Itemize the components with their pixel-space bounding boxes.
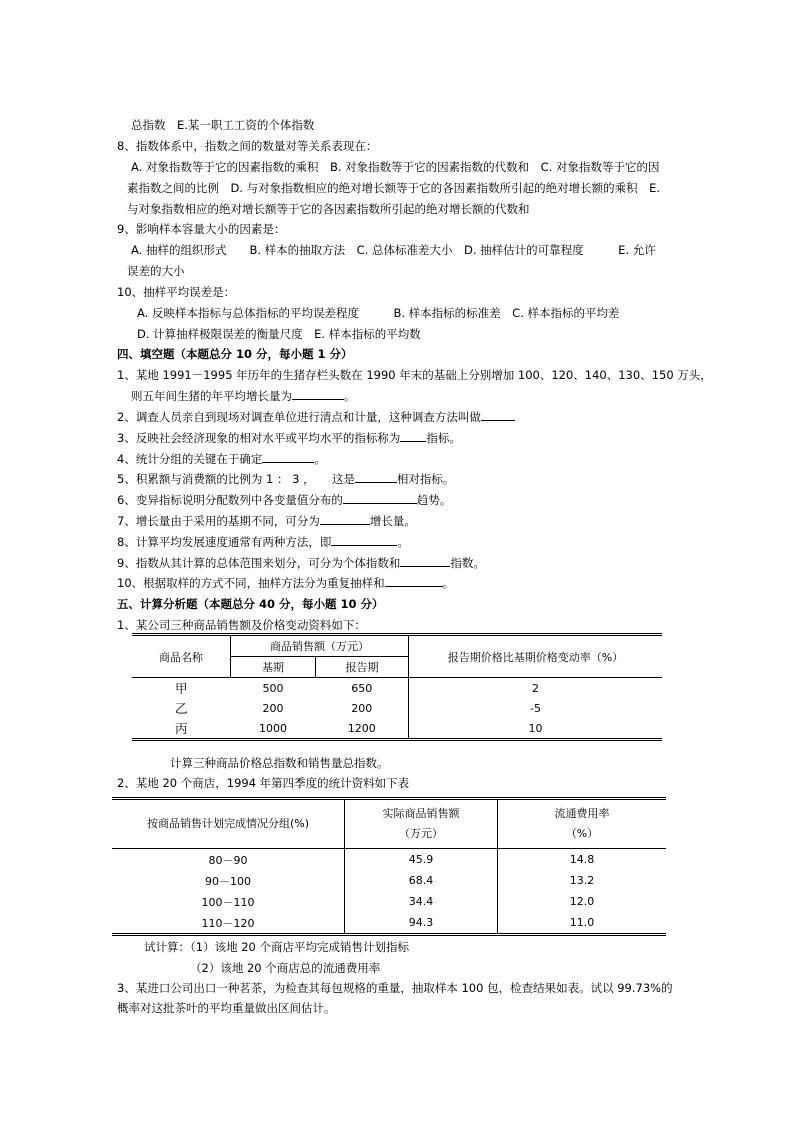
answer-blank <box>292 389 344 400</box>
table-cell: 110－120 <box>112 912 345 935</box>
table-cell: 34.4 <box>345 891 498 912</box>
text-line: 素指数之间的比例 D. 与对象指数相应的绝对增长额等于它的各因素指数所引起的绝对增长额的乘积 E. <box>127 181 661 195</box>
answer-blank <box>331 535 397 546</box>
table-cell: 2 <box>532 681 539 695</box>
answer-blank <box>481 410 515 421</box>
table-cell: 1200 <box>316 718 409 740</box>
text-line: D. 计算抽样极限误差的衡量尺度 E. 样本指标的平均数 <box>137 327 421 341</box>
fill-question-5: 5、积累额与消费额的比例为 1 ： 3 ， 这是 相对指标。 <box>117 472 455 486</box>
store-sales-table <box>112 797 666 936</box>
section-heading-5: 五、计算分析题（本题总分 40 分，每小题 10 分） <box>117 597 384 611</box>
table-row <box>112 870 666 891</box>
fill-question-4: 4、统计分组的关键在于确定 。 <box>117 452 326 466</box>
table-cell: 丙 <box>174 721 188 736</box>
table-cell: 80－90 <box>112 849 345 871</box>
table-cell: 100－110 <box>112 891 345 912</box>
fill-question-1: 1、某地 1991－1995 年历年的生猪存栏头数在 1990 年末的基础上分别增加 100、120、140、130、150 万头， <box>117 368 712 382</box>
answer-blank <box>343 493 417 504</box>
header-cell: 流通费用率 （%） <box>498 799 667 849</box>
answer-blank <box>385 576 443 587</box>
calc-question-2-task-2: （2）该地 20 个商店总的流通费用率 <box>190 961 381 975</box>
table-row <box>132 718 662 740</box>
text-line: 总指数 E.某一职工工资的个体指数 <box>131 118 315 132</box>
calc-question-1-task: 计算三种商品价格总指数和销售量总指数。 <box>170 756 389 770</box>
question-9: 9、影响样本容量大小的因素是： <box>117 222 286 236</box>
table-cell: 乙 <box>174 701 188 716</box>
table-cell: 90－100 <box>112 870 345 891</box>
text-line: A. 反映样本指标与总体指标的平均误差程度 B. 样本指标的标准差 C. 样本指标的平均差 <box>137 306 620 320</box>
header-cell: 实际商品销售额 （万元） <box>345 799 498 849</box>
fill-question-2: 2、调查人员亲自到现场对调查单位进行清点和计量，这种调查方法叫做 <box>117 410 515 424</box>
calc-question-2-task-1: 试计算：（1）该地 20 个商店平均完成销售计划指标 <box>144 940 410 954</box>
answer-blank <box>262 452 314 463</box>
header-cell: 基期 <box>231 657 316 678</box>
table-cell: 1000 <box>259 721 287 735</box>
table-cell: 68.4 <box>345 870 498 891</box>
table-cell: 11.0 <box>569 916 595 929</box>
table-row <box>112 891 666 912</box>
table-cell: 45.9 <box>345 849 498 871</box>
question-8: 8、指数体系中，指数之间的数量对等关系表现在： <box>117 139 378 153</box>
fill-question-3: 3、反映社会经济现象的相对水平或平均水平的指标称为 指标。 <box>117 431 461 445</box>
section-heading-4: 四、填空题（本题总分 10 分，每小题 1 分） <box>117 347 353 361</box>
header-cell: 报告期价格比基期价格变动率（%） <box>409 635 663 678</box>
table-cell: 94.3 <box>345 912 498 935</box>
header-cell: 商品销售额（万元） <box>231 635 409 657</box>
table-cell: 200 <box>262 701 284 715</box>
calc-question-1: 1、某公司三种商品销售额及价格变动资料如下： <box>117 618 366 632</box>
table-cell: 13.2 <box>569 874 595 887</box>
header-cell: 按商品销售计划完成情况分组(%) <box>112 799 345 849</box>
table-row <box>132 678 662 699</box>
fill-question-7: 7、增长量由于采用的基期不同，可分为 增长量。 <box>117 514 416 528</box>
table-cell: 10 <box>528 721 543 735</box>
fill-question-10: 10、根据取样的方式不同，抽样方法分为重复抽样和 。 <box>117 576 455 590</box>
answer-blank <box>400 431 426 442</box>
table-cell: 12.0 <box>569 895 595 908</box>
fill-question-8: 8、计算平均发展速度通常有两种方法，即 。 <box>117 535 409 549</box>
table-row <box>112 849 666 871</box>
calc-question-3-cont: 概率对这批茶叶的平均重量做出区间估计。 <box>117 1001 336 1015</box>
table-row <box>132 698 662 718</box>
text-line: A. 对象指数等于它的因素指数的乘积 B. 对象指数等于它的因素指数的代数和 C. 对象指数等于它的因 <box>131 160 660 174</box>
table-cell: -5 <box>530 701 541 715</box>
header-cell: 商品名称 <box>132 635 231 678</box>
calc-question-3: 3、某进口公司出口一种茗茶，为检查其每包规格的重量，抽取样本 100 包，检查结果如表。试以 99.73%的 <box>117 981 673 995</box>
table-cell: 甲 <box>174 681 188 696</box>
answer-blank <box>320 514 370 525</box>
fill-question-6: 6、变异指标说明分配数列中各变量值分布的 趋势。 <box>117 493 452 507</box>
table-cell: 500 <box>262 681 284 695</box>
table-cell: 200 <box>316 698 409 718</box>
answer-blank <box>355 472 397 483</box>
answer-blank <box>400 556 450 567</box>
text-line: 误差的大小 <box>127 264 185 278</box>
fill-question-9: 9、指数从其计算的总体范围来划分，可分为个体指数和 指数。 <box>117 556 485 570</box>
table-cell: 650 <box>316 678 409 699</box>
fill-question-1-cont: 则五年间生猪的年平均增长量为 。 <box>131 389 356 403</box>
header-cell: 报告期 <box>316 657 409 678</box>
text-line: 与对象指数相应的绝对增长额等于它的各因素指数所引起的绝对增长额的代数和 <box>127 202 530 216</box>
table-row <box>112 912 666 935</box>
text-line: A. 抽样的组织形式 B. 样本的抽取方法 C. 总体标准差大小 D. 抽样估计的可靠程度 E. 允许 <box>131 243 656 257</box>
table-cell: 14.8 <box>569 853 595 866</box>
sales-price-table <box>132 633 662 741</box>
question-10: 10、抽样平均误差是： <box>117 285 236 299</box>
calc-question-2: 2、某地 20 个商店，1994 年第四季度的统计资料如下表 <box>117 776 410 790</box>
